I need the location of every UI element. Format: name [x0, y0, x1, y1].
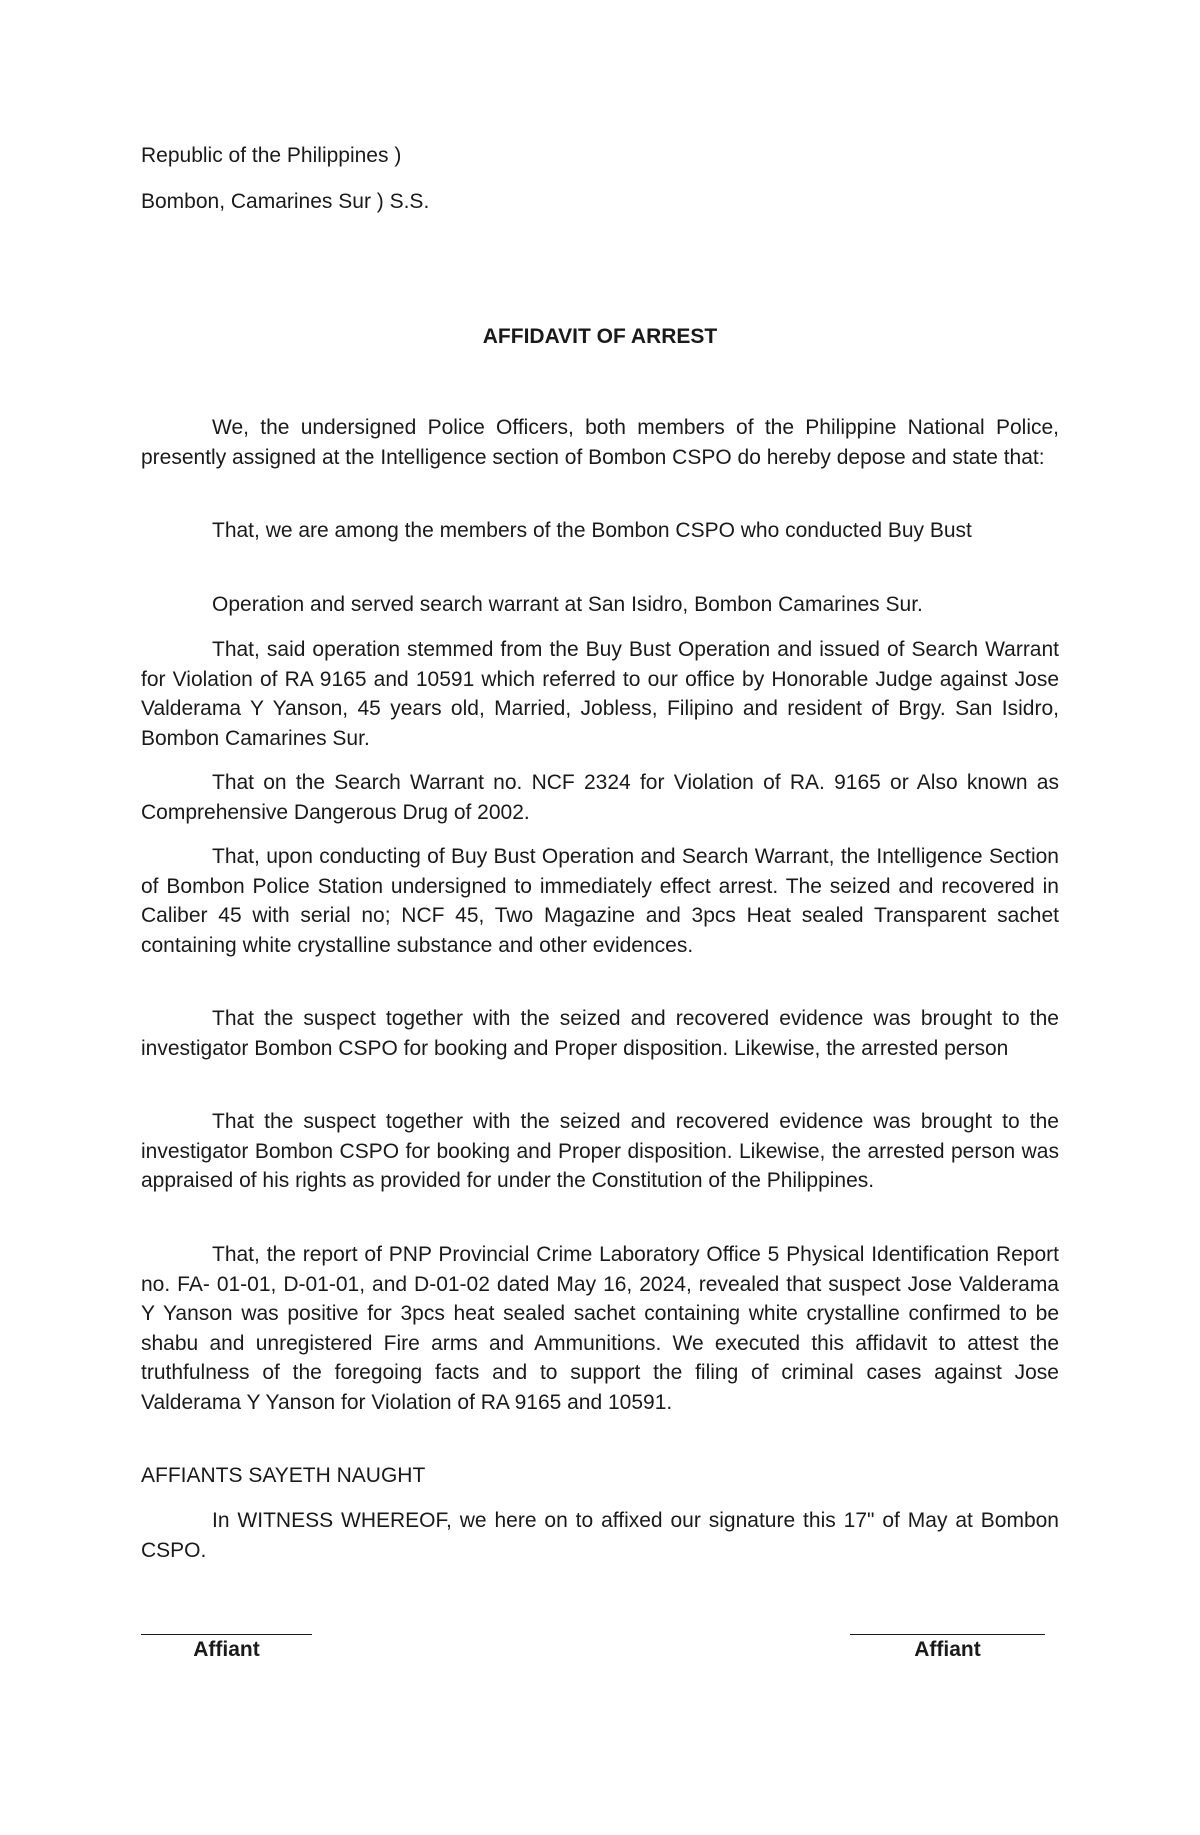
paragraph-text: That, we are among the members of the Bombon CSPO who conducted Buy Bust — [212, 519, 972, 542]
witness-text: In WITNESS WHEREOF, we here on to affixed our signature this 17" of May at Bombon CSPO. — [141, 1509, 1059, 1562]
venue-line-locality: Bombon, Camarines Sur ) S.S. — [141, 190, 430, 213]
paragraph-text: That the suspect together with the seized and recovered evidence was brought to the investigator Bombon CSPO for booking and Proper disposition. Likewise, the arrested person — [141, 1007, 1059, 1060]
right-signature-block — [850, 1634, 1045, 1664]
body-paragraph-6 — [141, 842, 1059, 960]
paragraph-text: That, upon conducting of Buy Bust Operation and Search Warrant, the Intelligence Section of Bombon Police Station undersigned to immediately effect arrest. The seized and recovered in Caliber 45 with serial no; NCF 45, Two Magazine and 3pcs Heat sealed Transparent sachet containing white crystalline substance and other evidences. — [141, 845, 1059, 957]
signature-label: Affiant — [914, 1638, 981, 1661]
venue-line-country: Republic of the Philippines ) — [141, 144, 402, 167]
signature-label: Affiant — [193, 1638, 260, 1661]
body-paragraph-7 — [141, 1004, 1059, 1063]
body-paragraph-8 — [141, 1107, 1059, 1196]
body-paragraph-1 — [141, 413, 1059, 472]
paragraph-text: That, the report of PNP Provincial Crime Laboratory Office 5 Physical Identification Report no. FA- 01-01, D-01-01, and D-01-02 dated May 16, 2024, revealed that suspect Jose Valderama Y Yanson was positive for 3pcs heat sealed sachet containing white crystalline confirmed to be shabu and unregistered Fire arms and Ammunitions. We executed this affidavit to attest the truthfulness of the foregoing facts and to support the filing of criminal cases against Jose Valderama Y Yanson for Violation of RA 9165 and 10591. — [141, 1243, 1059, 1414]
paragraph-text: That on the Search Warrant no. NCF 2324 for Violation of RA. 9165 or Also known as Comprehensive Dangerous Drug of 2002. — [141, 771, 1059, 824]
witness-paragraph — [141, 1506, 1059, 1565]
paragraph-text: We, the undersigned Police Officers, both members of the Philippine National Police, presently assigned at the Intelligence section of Bombon CSPO do hereby depose and state that: — [141, 416, 1059, 469]
body-paragraph-5 — [141, 768, 1059, 827]
paragraph-text: Operation and served search warrant at San Isidro, Bombon Camarines Sur. — [212, 593, 923, 616]
body-paragraph-4 — [141, 635, 1059, 753]
body-paragraph-9 — [141, 1240, 1059, 1417]
closing-text: AFFIANTS SAYETH NAUGHT — [141, 1464, 426, 1487]
closing-statement — [141, 1461, 1059, 1491]
body-paragraph-3 — [141, 590, 1059, 620]
paragraph-text: That, said operation stemmed from the Buy Bust Operation and issued of Search Warrant for Violation of RA 9165 and 10591 which referred to our office by Honorable Judge against Jose Valderama Y Yanson, 45 years old, Married, Jobless, Filipino and resident of Brgy. San Isidro, Bombon Camarines Sur. — [141, 638, 1059, 750]
document-title: AFFIDAVIT OF ARREST — [482, 325, 718, 348]
body-paragraph-2 — [141, 516, 1059, 546]
left-signature-block — [141, 1634, 312, 1664]
paragraph-text: That the suspect together with the seized and recovered evidence was brought to the investigator Bombon CSPO for booking and Proper disposition. Likewise, the arrested person was appraised of his rights as provided for under the Constitution of the Philippines. — [141, 1110, 1059, 1192]
